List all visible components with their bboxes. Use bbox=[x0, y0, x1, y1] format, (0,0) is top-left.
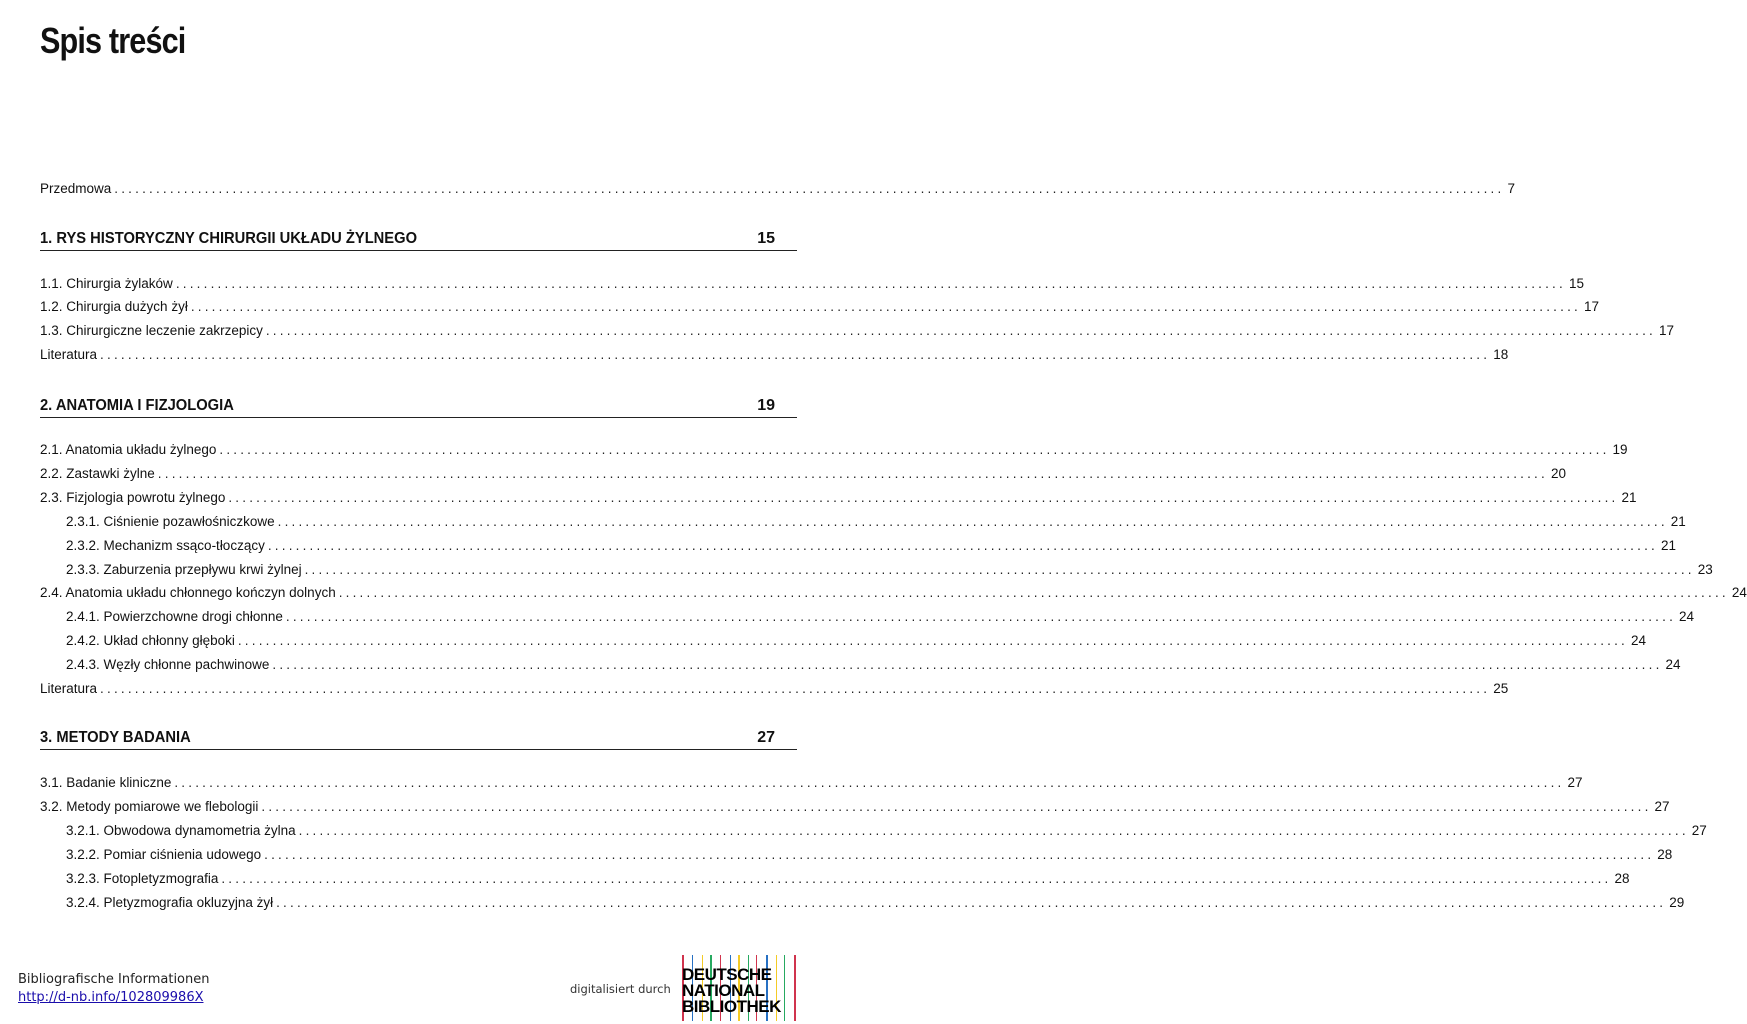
leader-dots: ........................................................................................................................................................................................................ bbox=[277, 514, 1668, 529]
toc-entry-label: Przedmowa bbox=[40, 181, 112, 196]
logo-bar bbox=[784, 955, 785, 1021]
leader-dots: ........................................................................................................................................................................................................ bbox=[304, 562, 1695, 577]
toc-entry-page: 21 bbox=[1670, 514, 1686, 529]
toc-entry[interactable] bbox=[66, 656, 1681, 674]
bibliographic-info-label: Bibliografische Informationen bbox=[18, 972, 210, 987]
toc-entry[interactable] bbox=[40, 275, 1584, 293]
toc-entry[interactable] bbox=[66, 870, 1630, 888]
leader-dots: ........................................................................................................................................................................................................ bbox=[264, 847, 1655, 862]
toc-entry-page: 29 bbox=[1669, 895, 1685, 910]
leader-dots: ........................................................................................................................................................................................................ bbox=[265, 323, 1657, 338]
chapter-page: 27 bbox=[757, 729, 775, 746]
chapter-title: 1. RYS HISTORYCZNY CHIRURGII UKŁADU ŻYLNEGO bbox=[40, 230, 418, 247]
leader-dots: ........................................................................................................................................................................................................ bbox=[175, 276, 1566, 291]
toc-entry[interactable] bbox=[40, 774, 1583, 792]
toc-entry-page: 27 bbox=[1691, 823, 1707, 838]
dnb-link[interactable]: http://d-nb.info/102809986X bbox=[18, 990, 204, 1005]
toc-entry[interactable] bbox=[66, 537, 1677, 555]
toc-entry-page: 25 bbox=[1493, 681, 1509, 696]
toc-entry-label: 1.3. Chirurgiczne leczenie zakrzepicy bbox=[40, 323, 263, 338]
leader-dots: ........................................................................................................................................................................................................ bbox=[100, 681, 1491, 696]
toc-entry-label: Literatura bbox=[40, 347, 98, 362]
leader-dots: ........................................................................................................................................................................................................ bbox=[338, 585, 1729, 600]
toc-entry-label: Literatura bbox=[40, 681, 98, 696]
toc-entry[interactable] bbox=[40, 584, 1747, 602]
leader-dots: ........................................................................................................................................................................................................ bbox=[267, 538, 1658, 553]
toc-entry-page: 20 bbox=[1550, 466, 1566, 481]
logo-wordmark bbox=[682, 967, 781, 1015]
toc-entry-label: 2.3.1. Ciśnienie pozawłośniczkowe bbox=[66, 514, 275, 529]
toc-entry-label: 3.2.4. Pletyzmografia okluzyjna żył bbox=[66, 895, 274, 910]
chapter-heading[interactable] bbox=[40, 224, 797, 251]
toc-entry[interactable] bbox=[66, 513, 1686, 531]
toc-entry-page: 7 bbox=[1507, 181, 1515, 196]
toc-entry-page: 24 bbox=[1679, 609, 1695, 624]
toc-entry[interactable] bbox=[66, 561, 1713, 579]
toc-entry-label: 2.1. Anatomia układu żylnego bbox=[40, 442, 217, 457]
logo-bar bbox=[794, 955, 796, 1021]
leader-dots: ........................................................................................................................................................................................................ bbox=[174, 775, 1565, 790]
toc-entry[interactable] bbox=[40, 346, 1509, 364]
leader-dots: ........................................................................................................................................................................................................ bbox=[276, 895, 1667, 910]
toc-entry-page: 24 bbox=[1665, 657, 1681, 672]
toc-entry-label: 2.4. Anatomia układu chłonnego kończyn dolnych bbox=[40, 585, 336, 600]
leader-dots: ........................................................................................................................................................................................................ bbox=[272, 657, 1663, 672]
toc-entry-label: 3.2.1. Obwodowa dynamometria żylna bbox=[66, 823, 296, 838]
toc-entry-label: 2.3.2. Mechanizm ssąco-tłoczący bbox=[66, 538, 265, 553]
toc-entry-label: 3.2.2. Pomiar ciśnienia udowego bbox=[66, 847, 262, 862]
toc-entry-label: 2.3. Fizjologia powrotu żylnego bbox=[40, 490, 226, 505]
leader-dots: ........................................................................................................................................................................................................ bbox=[157, 466, 1548, 481]
toc-entry-label: 2.2. Zastawki żylne bbox=[40, 466, 155, 481]
toc-entry-page: 23 bbox=[1697, 562, 1713, 577]
toc-entry[interactable] bbox=[66, 608, 1695, 626]
toc-entry[interactable] bbox=[66, 822, 1707, 840]
toc-entry-label: 1.1. Chirurgia żylaków bbox=[40, 276, 173, 291]
chapter-title: 2. ANATOMIA I FIZJOLOGIA bbox=[40, 397, 234, 414]
toc-entry-page: 27 bbox=[1567, 775, 1583, 790]
toc-entry-preface[interactable] bbox=[40, 180, 1515, 198]
chapter-page: 15 bbox=[757, 230, 775, 247]
leader-dots: ........................................................................................................................................................................................................ bbox=[298, 823, 1689, 838]
toc-entry-page: 21 bbox=[1661, 538, 1677, 553]
leader-dots: ........................................................................................................................................................................................................ bbox=[221, 871, 1612, 886]
leader-dots: ........................................................................................................................................................................................................ bbox=[228, 490, 1619, 505]
toc-entry[interactable] bbox=[40, 322, 1675, 340]
chapter-page: 19 bbox=[757, 397, 775, 414]
leader-dots: ........................................................................................................................................................................................................ bbox=[237, 633, 1629, 648]
toc-entry-page: 17 bbox=[1583, 299, 1600, 314]
toc-entry-label: 3.2. Metody pomiarowe we flebologii bbox=[40, 799, 259, 814]
toc-entry-page: 19 bbox=[1612, 442, 1628, 457]
chapter-title: 3. METODY BADANIA bbox=[40, 729, 191, 746]
leader-dots: ........................................................................................................................................................................................................ bbox=[100, 347, 1491, 362]
logo-line: BIBLIOTHEK bbox=[682, 997, 781, 1016]
dnb-logo bbox=[680, 955, 802, 1021]
toc-entry-page: 21 bbox=[1621, 490, 1637, 505]
toc-entry[interactable] bbox=[40, 680, 1509, 698]
chapter-heading[interactable] bbox=[40, 391, 797, 418]
toc-entry-label: 2.4.2. Układ chłonny głęboki bbox=[66, 633, 235, 648]
toc-entry-label: 3.2.3. Fotopletyzmografia bbox=[66, 871, 219, 886]
page-title: Spis treści bbox=[40, 20, 186, 61]
toc-entry[interactable] bbox=[66, 632, 1647, 650]
toc-entry[interactable] bbox=[40, 798, 1670, 816]
leader-dots: ........................................................................................................................................................................................................ bbox=[190, 299, 1581, 314]
leader-dots: ........................................................................................................................................................................................................ bbox=[219, 442, 1610, 457]
chapter-heading[interactable] bbox=[40, 723, 797, 750]
logo-line: DEUTSCHE bbox=[682, 965, 772, 984]
leader-dots: ........................................................................................................................................................................................................ bbox=[285, 609, 1677, 624]
toc-entry[interactable] bbox=[40, 489, 1637, 507]
toc-entry[interactable] bbox=[40, 441, 1628, 459]
toc-entry-page: 18 bbox=[1493, 347, 1509, 362]
bibliographic-info bbox=[18, 972, 210, 1005]
toc-entry-page: 28 bbox=[1657, 847, 1673, 862]
toc-entry-page: 15 bbox=[1568, 276, 1584, 291]
toc-entry[interactable] bbox=[66, 846, 1673, 864]
toc-entry-page: 24 bbox=[1731, 585, 1747, 600]
toc-entry[interactable] bbox=[40, 298, 1600, 316]
toc-entry-page: 28 bbox=[1614, 871, 1630, 886]
toc-entry-label: 2.4.3. Węzły chłonne pachwinowe bbox=[66, 657, 270, 672]
toc-entry-label: 2.4.1. Powierzchowne drogi chłonne bbox=[66, 609, 283, 624]
toc-entry-label: 1.2. Chirurgia dużych żył bbox=[40, 299, 188, 314]
logo-line: NATIONAL bbox=[682, 981, 765, 1000]
toc-entry-label: 2.3.3. Zaburzenia przepływu krwi żylnej bbox=[66, 562, 302, 577]
toc-entry-page: 17 bbox=[1659, 323, 1675, 338]
toc-entry-label: 3.1. Badanie kliniczne bbox=[40, 775, 172, 790]
toc-entry-page: 27 bbox=[1654, 799, 1670, 814]
toc-entry[interactable] bbox=[66, 894, 1685, 912]
toc-entry-page: 24 bbox=[1631, 633, 1647, 648]
toc-entry[interactable] bbox=[40, 465, 1566, 483]
digitized-by-label: digitalisiert durch bbox=[570, 982, 671, 996]
leader-dots: ........................................................................................................................................................................................................ bbox=[261, 799, 1652, 814]
leader-dots: ........................................................................................................................................................................................................ bbox=[114, 181, 1505, 196]
